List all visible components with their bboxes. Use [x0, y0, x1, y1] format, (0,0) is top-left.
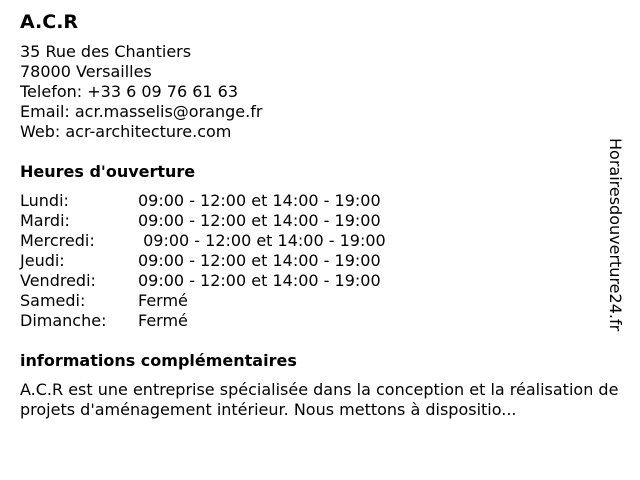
business-name: A.C.R	[20, 11, 79, 33]
day-hours: Fermé	[138, 291, 188, 310]
opening-hours-heading: Heures d'ouverture	[20, 162, 196, 181]
day-label: Mercredi:	[20, 231, 95, 250]
phone-number: Telefon: +33 6 09 76 61 63	[20, 82, 239, 101]
day-hours: 09:00 - 12:00 et 14:00 - 19:00	[138, 231, 386, 250]
address-city: 78000 Versailles	[20, 62, 152, 81]
site-brand-vertical: Horairesdouverture24.fr	[606, 138, 625, 332]
day-hours: 09:00 - 12:00 et 14:00 - 19:00	[138, 191, 381, 210]
hours-row-friday	[20, 271, 620, 291]
day-hours: Fermé	[138, 311, 188, 330]
day-label: Lundi:	[20, 191, 69, 210]
email-address: Email: acr.masselis@orange.fr	[20, 102, 263, 121]
hours-row-sunday	[20, 311, 620, 331]
day-label: Jeudi:	[20, 251, 65, 270]
hours-row-thursday	[20, 251, 620, 271]
day-hours: 09:00 - 12:00 et 14:00 - 19:00	[138, 271, 381, 290]
hours-row-saturday	[20, 291, 620, 311]
day-label: Samedi:	[20, 291, 86, 310]
opening-hours-table	[20, 191, 620, 331]
additional-info-heading: informations complémentaires	[20, 351, 297, 370]
day-label: Mardi:	[20, 211, 70, 230]
business-listing	[20, 10, 620, 420]
day-hours: 09:00 - 12:00 et 14:00 - 19:00	[138, 251, 381, 270]
contact-block	[20, 42, 620, 142]
day-label: Vendredi:	[20, 271, 96, 290]
website: Web: acr-architecture.com	[20, 122, 232, 141]
address-street: 35 Rue des Chantiers	[20, 42, 192, 61]
day-label: Dimanche:	[20, 311, 107, 330]
hours-row-wednesday	[20, 231, 620, 251]
day-hours: 09:00 - 12:00 et 14:00 - 19:00	[138, 211, 381, 230]
hours-row-tuesday	[20, 211, 620, 231]
additional-info-text: A.C.R est une entreprise spécialisée dans la conception et la réalisation de projets d'aménagement intérieur. Nous mettons à dispositio...	[20, 380, 619, 419]
hours-row-monday	[20, 191, 620, 211]
